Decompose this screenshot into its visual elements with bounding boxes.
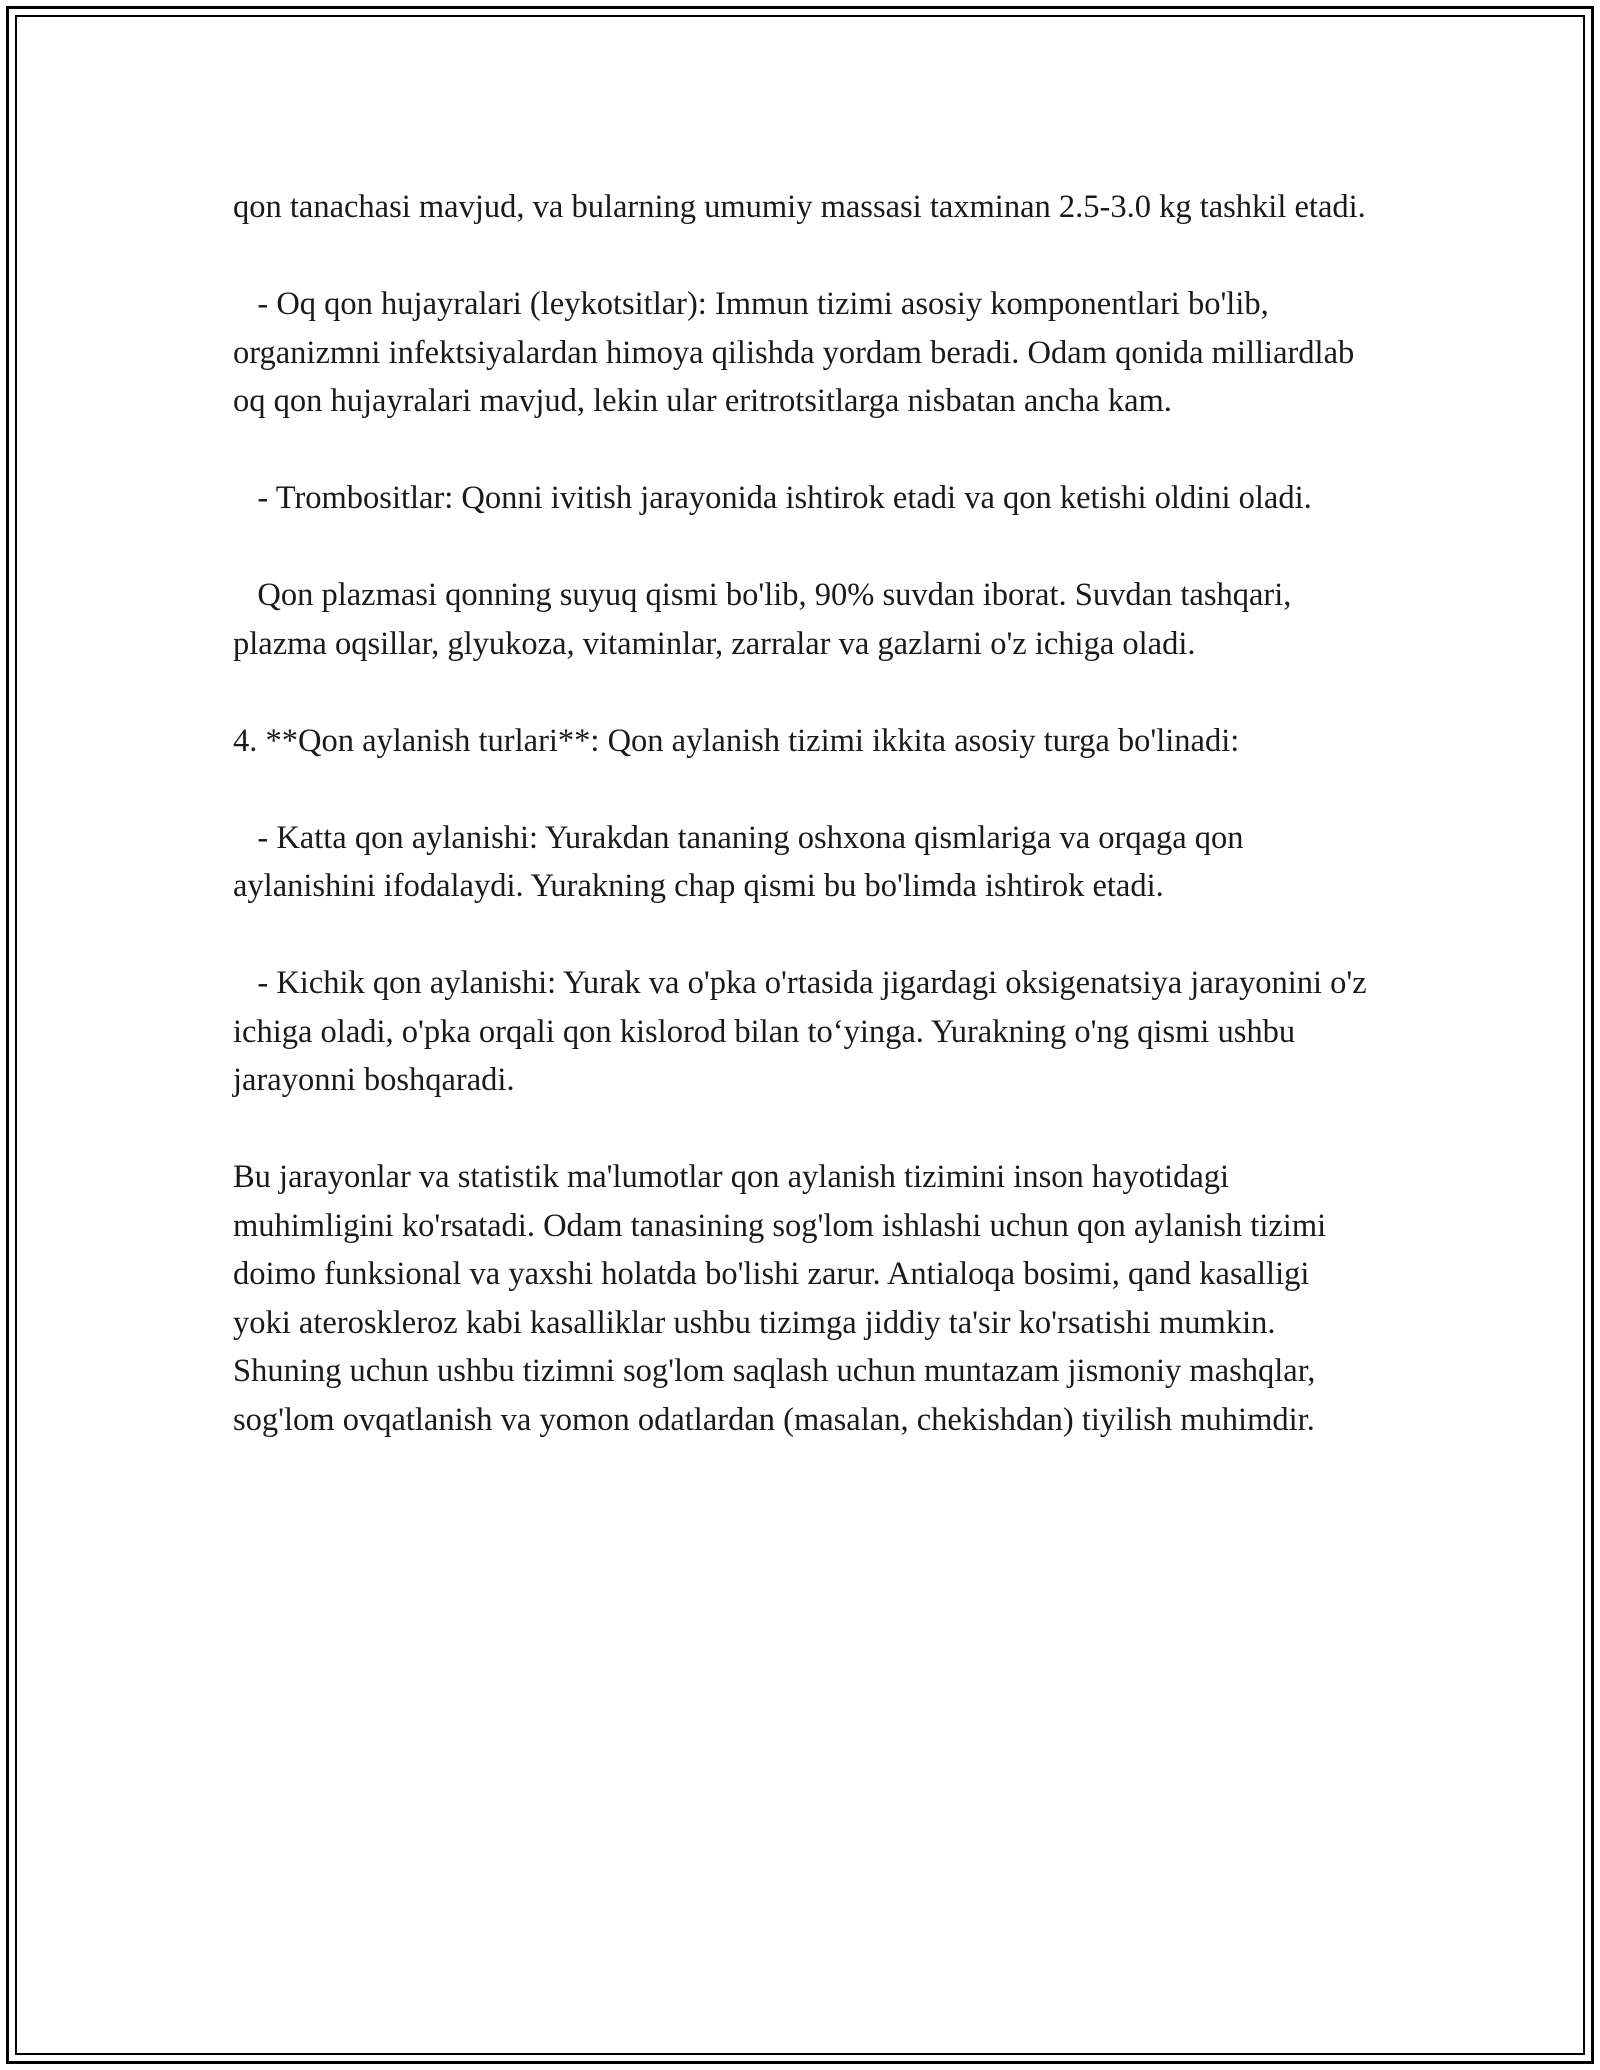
paragraph-pulmonary-circulation: - Kichik qon aylanishi: Yurak va o'pka o'rtasida jigardagi oksigenatsiya jarayonini o'z ichiga oladi, o'pka orqali qon kislorod bilan to‘yinga. Yurakning o'ng qismi ushbu jarayonni boshqaradi. <box>233 965 1375 1098</box>
paragraph-conclusion: Bu jarayonlar va statistik ma'lumotlar qon aylanish tizimini inson hayotidagi muhimligini ko'rsatadi. Odam tanasining sog'lom ishlashi uchun qon aylanish tizimi doimo funksional va yaxshi holatda bo'lishi zarur. Antialoqa bosimi, qand kasalligi yoki ateroskleroz kabi kasalliklar ushbu tizimga jiddiy ta'sir ko'rsatishi mumkin. Shuning uchun ushbu tizimni sog'lom saqlash uchun muntazam jismoniy mashqlar, sog'lom ovqatlanish va yomon odatlardan (masalan, chekishdan) tiyilish muhimdir. <box>233 1159 1335 1438</box>
document-body <box>233 183 1373 1444</box>
paragraph-blood-cell-mass: qon tanachasi mavjud, va bularning umumiy massasi taxminan 2.5-3.0 kg tashkil etadi. <box>233 189 1366 225</box>
paragraph-circulation-types: 4. **Qon aylanish turlari**: Qon aylanish tizimi ikkita asosiy turga bo'linadi: <box>233 722 1240 759</box>
paragraph-systemic-circulation: - Katta qon aylanishi: Yurakdan tananing oshxona qismlariga va orqaga qon aylanishini ifodalaydi. Yurakning chap qismi bu bo'limda ishtirok etadi. <box>233 819 1252 904</box>
paragraph-white-blood-cells: - Oq qon hujayralari (leykotsitlar): Immun tizimi asosiy komponentlari bo'lib, organizmni infektsiyalardan himoya qilishda yordam beradi. Odam qonida milliardlab oq qon hujayralari mavjud, lekin ular eritrotsitlarga nisbatan ancha kam. <box>233 286 1363 419</box>
paragraph-blood-plasma: Qon plazmasi qonning suyuq qismi bo'lib, 90% suvdan iborat. Suvdan tashqari, plazma oqsillar, glyukoza, vitaminlar, zarralar va gazlarni o'z ichiga oladi. <box>233 577 1300 662</box>
paragraph-platelets: - Trombositlar: Qonni ivitish jarayonida ishtirok etadi va qon ketishi oldini oladi. <box>233 480 1312 516</box>
